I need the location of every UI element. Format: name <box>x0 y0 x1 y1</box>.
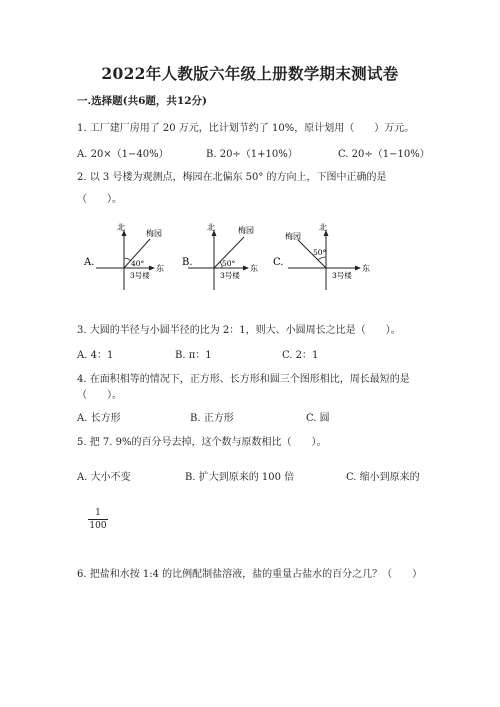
question-1-option-a[interactable]: A. 20×（1−40%） <box>77 149 169 160</box>
diagram-c-letter: C. <box>273 257 284 268</box>
question-1-stem: 1. 工厂建厂房用了 20 万元，比计划节约了 10%，原计划用（ ）万元。 <box>77 123 415 134</box>
question-5-option-c-fraction <box>88 508 108 531</box>
question-1-option-b[interactable]: B. 20÷（1+10%） <box>206 149 298 160</box>
fraction-denominator: 100 <box>89 521 107 531</box>
question-2-stem-line1: 2. 以 3 号楼为观测点，梅园在北偏东 50° 的方向上，下图中正确的是 <box>77 172 387 183</box>
diagram-a-target-label: 梅园 <box>146 229 162 238</box>
question-5-option-a[interactable]: A. 大小不变 <box>77 472 131 483</box>
fraction-numerator: 1 <box>95 508 101 518</box>
question-2-stem-line2: （ ）。 <box>77 194 122 205</box>
question-4-option-b[interactable]: B. 正方形 <box>190 413 234 424</box>
diagram-b-north-label: 北 <box>207 223 215 232</box>
fraction-bar <box>88 519 108 520</box>
diagram-c-east-label: 东 <box>362 264 370 273</box>
diagram-b-letter: B. <box>182 257 193 268</box>
diagram-a-origin-label: 3号楼 <box>130 271 150 280</box>
diagram-c-angle-label: 50° <box>313 248 327 257</box>
diagram-a[interactable] <box>83 222 164 290</box>
question-3-stem: 3. 大圆的半径与小圆半径的比为 2：1，则大、小圆周长之比是（ ）。 <box>77 325 401 336</box>
diagram-c-origin-label: 3号楼 <box>332 271 352 280</box>
direction-diagrams <box>0 220 500 300</box>
diagram-b-origin-label: 3号楼 <box>220 271 240 280</box>
question-4-option-c[interactable]: C. 圆 <box>306 413 330 424</box>
diagram-a-angle-label: 40° <box>131 259 145 268</box>
question-4-option-a[interactable]: A. 长方形 <box>77 413 121 424</box>
diagram-b-target-label: 梅园 <box>238 226 254 235</box>
diagram-c-target-label: 梅园 <box>285 232 301 241</box>
diagram-b[interactable] <box>182 222 258 290</box>
diagram-c-north-label: 北 <box>319 223 327 232</box>
question-1-option-c[interactable]: C. 20÷（1−10%） <box>338 149 430 160</box>
question-5-option-b[interactable]: B. 扩大到原来的 100 倍 <box>185 472 295 483</box>
question-4-stem-line1: 4. 在面积相等的情况下，正方形、长方形和圆三个图形相比，周长最短的是 <box>77 374 410 385</box>
diagram-b-east-label: 东 <box>250 264 258 273</box>
question-3-option-c[interactable]: C. 2：1 <box>282 350 319 361</box>
diagram-a-letter: A. <box>84 257 95 268</box>
question-6-stem: 6. 把盐和水按 1:4 的比例配制盐溶液，盐的重量占盐水的百分之几？（ ） <box>77 569 423 580</box>
diagram-c[interactable] <box>273 222 370 290</box>
diagram-b-angle-label: 50° <box>222 259 236 268</box>
question-3-option-a[interactable]: A. 4：1 <box>77 350 114 361</box>
question-3-option-b[interactable]: B. π：1 <box>175 350 212 361</box>
question-4-stem-line2: （ ）。 <box>77 390 122 401</box>
diagram-a-north-label: 北 <box>117 223 125 232</box>
diagram-a-east-label: 东 <box>156 264 164 273</box>
page-title: 2022年人教版六年级上册数学期末测试卷 <box>101 64 399 83</box>
question-5-option-c[interactable]: C. 缩小到原来的 <box>346 472 420 483</box>
section-heading: 一.选择题(共6题，共12分) <box>77 95 208 107</box>
question-5-stem: 5. 把 7. 9%的百分号去掉，这个数与原数相比（ ）。 <box>77 437 327 448</box>
